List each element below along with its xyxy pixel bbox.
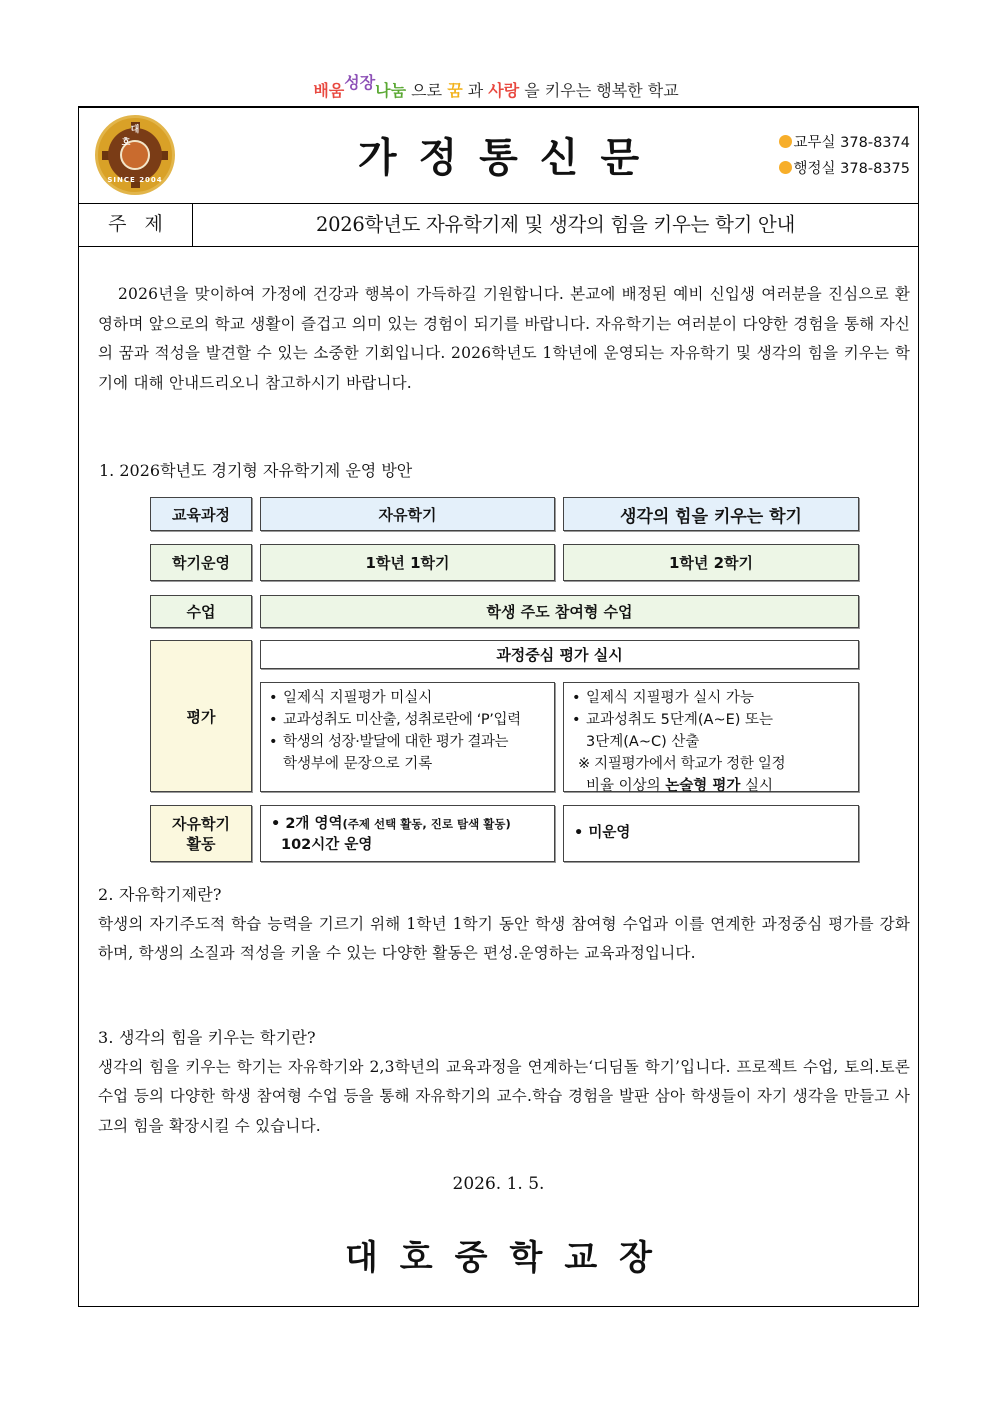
eval-note-cont <box>572 775 850 797</box>
slogan-part: 꿈 <box>447 81 463 100</box>
header-line: 활동 <box>186 834 216 853</box>
contact-item <box>779 130 910 156</box>
cell-semester-1: 1학년 1학기 <box>260 544 555 581</box>
activity-main: 2개 영역 <box>285 816 343 832</box>
cell-semester-2: 1학년 2학기 <box>563 544 859 581</box>
section2-title: 2. 자유학기제란? <box>98 885 222 904</box>
eval-item: • 학생의 성장·발달에 대한 평가 결과는 <box>269 731 546 753</box>
section3-title: 3. 생각의 힘을 키우는 학기란? <box>98 1028 316 1047</box>
eval-item-cont: 3단계(A~C) 산출 <box>586 734 700 750</box>
principal-signature: 대호중학교장 <box>344 1238 675 1278</box>
row-header-curriculum: 교육과정 <box>150 497 252 531</box>
subject-text: 2026학년도 자유학기제 및 생각의 힘을 키우는 학기 안내 <box>316 213 795 236</box>
eval-item-cont: 학생부에 문장으로 기록 <box>283 756 433 772</box>
subject-row <box>79 203 918 247</box>
eval-item: • 교과성취도 미산출, 성취로란에 ‘P’입력 <box>269 709 546 731</box>
issue-date: 2026. 1. 5. <box>452 1174 545 1194</box>
subject-label: 주제 <box>79 203 193 246</box>
section3 <box>98 1023 910 1141</box>
activity-line: • 2개 영역(주제 선택 활동, 진로 탐색 활동) <box>271 816 511 832</box>
cell-eval-thinking <box>563 682 859 792</box>
header-row <box>79 108 918 204</box>
cell-free-semester: 자유학기 <box>260 497 555 531</box>
row-header-semester: 학기운영 <box>150 544 252 581</box>
emblem-bottom-text: SINCE 2004 <box>107 176 163 184</box>
cell-eval-free <box>260 682 555 792</box>
eval-item: • 일제식 지필평가 미실시 <box>269 687 546 709</box>
cell-thinking-semester: 생각의 힘을 키우는 학기 <box>563 497 859 531</box>
slogan-part: 과 <box>462 81 489 100</box>
document-title: 가정통신문 <box>357 135 662 181</box>
contact-item <box>779 156 910 182</box>
activity-hours: 102시간 운영 <box>281 837 373 853</box>
bullet-dot-icon <box>779 135 792 148</box>
header-line: 자유학기 <box>172 814 230 833</box>
school-slogan <box>0 73 992 101</box>
row-header-class: 수업 <box>150 595 252 628</box>
intro-paragraph: 2026년을 맞이하여 가정에 건강과 행복이 가득하길 기원합니다. 본교에 배정된 예비 신입생 여러분을 진심으로 환영하며 앞으로의 학교 생활이 즐겁고 의미 있는 경험이 되기를 바랍니다. 자유학기는 여러분이 다양한 경험을 통해 자신의 꿈과 적성을 발견할 수 있는 소중한 기회입니다. 2026학년도 1학년에 운영되는 자유학기 및 생각의 힘을 키우는 학기에 대해 안내드리오니 참고하시기 바랍니다. <box>98 285 910 392</box>
section2-text: 학생의 자기주도적 학습 능력을 기르기 위해 1학년 1학기 동안 학생 참여형 수업과 이를 연계한 과정중심 평가를 강화하며, 학생의 소질과 적성을 키울 수 있는 다양한 활동은 편성.운영하는 교육과정입니다. <box>98 914 910 962</box>
section1-title: 1. 2026학년도 경기형 자유학기제 운영 방안 <box>99 461 413 480</box>
contact-label: 교무실 378-8374 <box>793 135 910 151</box>
slogan-part: 으로 <box>406 81 448 100</box>
row-header-activity <box>150 805 252 862</box>
cell-eval-common: 과정중심 평가 실시 <box>260 640 859 669</box>
note-text: 비율 이상의 <box>586 778 666 794</box>
cell-class-type: 학생 주도 참여형 수업 <box>260 595 859 628</box>
cell-activity-thinking <box>563 805 859 862</box>
activity-line: • 미운영 <box>574 825 631 841</box>
bullet-dot-icon <box>779 161 792 174</box>
eval-note: ※ 지필평가에서 학교가 정한 일정 <box>578 756 786 772</box>
slogan-part: 성장 <box>344 73 376 92</box>
emblem-top-text: 대 호 <box>121 125 158 148</box>
slogan-part: 을 키우는 행복한 학교 <box>519 81 679 100</box>
notice-frame <box>78 106 919 1307</box>
note-text: 실시 <box>740 778 773 794</box>
row-header-eval: 평가 <box>150 640 252 792</box>
slogan-part: 배움 <box>313 81 345 100</box>
intro-section <box>98 280 910 398</box>
section2 <box>98 880 910 969</box>
contact-list <box>779 130 910 182</box>
slogan-part: 사랑 <box>488 81 520 100</box>
slogan-part: 나눔 <box>375 81 407 100</box>
eval-item: • 교과성취도 5단계(A~E) 또는 <box>572 709 850 731</box>
cell-activity-free <box>260 805 555 862</box>
section3-text: 생각의 힘을 키우는 학기는 자유학기와 2,3학년의 교육과정을 연계하는‘디딤돌 학기’입니다. 프로젝트 수업, 토의.토론 수업 등의 다양한 학생 참여형 수업 등을 통해 자유학기의 교수.학습 경험을 발판 삼아 학생들이 자기 생각을 만들고 사고의 힘을 확장시킬 수 있습니다. <box>98 1057 910 1135</box>
note-bold-text: 논술형 평가 <box>665 778 741 794</box>
activity-none: 미운영 <box>588 825 631 841</box>
activity-detail: (주제 선택 활동, 진로 탐색 활동) <box>342 817 511 831</box>
contact-label: 행정실 378-8375 <box>793 161 910 177</box>
eval-item: • 일제식 지필평가 실시 가능 <box>572 687 850 709</box>
